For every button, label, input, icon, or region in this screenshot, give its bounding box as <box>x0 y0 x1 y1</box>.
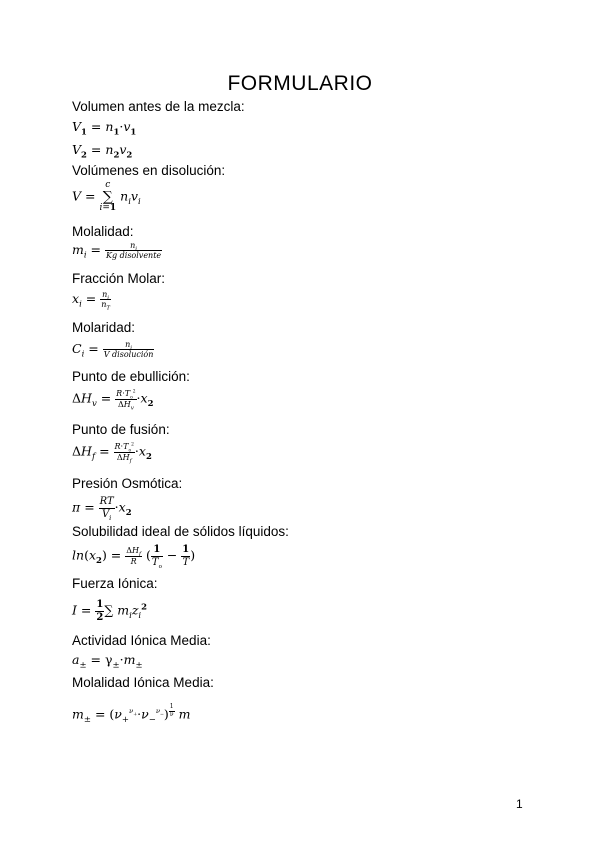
equation-solubilidad-ideal: $\ln(x_2)$ = $\frac{\Delta H_f}{R}$ ( $\frac{1}{T_o}$ − $\frac{1}{T}$ ) <box>72 544 196 570</box>
label-punto-fusion: Punto de fusión: <box>72 422 170 437</box>
label-fraccion-molar: Fracción Molar: <box>72 271 166 286</box>
equation-punto-ebullicion: $\Delta H_v$ = $\frac{R\cdot T_o^2}{\Delta H_v}$ $\cdot x_2$ <box>72 389 154 412</box>
equation-molalidad: $m_i$ = $\frac{n_i}{\text{Kg disolvente}}$ <box>72 241 162 261</box>
label-molaridad: Molaridad: <box>72 320 136 335</box>
label-actividad-ionica-media: Actividad Iónica Media: <box>72 633 211 648</box>
equation-actividad-ionica-media: $a_\pm = \gamma_\pm\cdot m_\pm$ <box>72 652 143 671</box>
label-fuerza-ionica: Fuerza Iónica: <box>72 576 158 591</box>
equation-molaridad: $C_i$ = $\frac{n_i}{\text{V disolución}}$ <box>72 340 154 360</box>
label-solubilidad-ideal: Solubilidad ideal de sólidos líquidos: <box>72 524 289 539</box>
equation-punto-fusion: $\Delta H_f$ = $\frac{R\cdot T_o^2}{\Delta H_f}$ $\cdot x_2$ <box>72 442 152 465</box>
equation-v1: $V_1 = n_1\cdot v_1$ <box>72 119 137 138</box>
page-number: 1 <box>516 797 523 811</box>
equation-presion-osmotica: π = $\frac{RT}{V_i}$ $\cdot x_2$ <box>72 496 132 522</box>
label-punto-ebullicion: Punto de ebullición: <box>72 369 190 384</box>
label-volumen-antes: Volumen antes de la mezcla: <box>72 99 245 114</box>
equation-fuerza-ionica: I = $\frac{1}{2}$ ∑ $m_iz_i^2$ <box>72 599 148 623</box>
label-molalidad: Molalidad: <box>72 224 134 239</box>
page-title: FORMULARIO <box>227 72 373 95</box>
label-volumenes-disolucion: Volúmenes en disolución: <box>72 163 226 178</box>
label-presion-osmotica: Presión Osmótica: <box>72 476 183 491</box>
equation-fraccion-molar: $x_i$ = $\frac{n_i}{n_T}$ <box>72 290 110 312</box>
equation-v2: $V_2 = n_2v_2$ <box>72 142 133 161</box>
label-molalidad-ionica-media: Molalidad Iónica Media: <box>72 675 214 690</box>
equation-molalidad-ionica-media: $m_\pm = (\nu_+^{\nu_+}\cdot\nu_-^{\nu_-})$ $^{\frac{1}{\nu}}$ m <box>72 703 191 726</box>
equation-volume-sum: V = c ∑ i=1 $n_iv_i$ <box>72 180 141 213</box>
